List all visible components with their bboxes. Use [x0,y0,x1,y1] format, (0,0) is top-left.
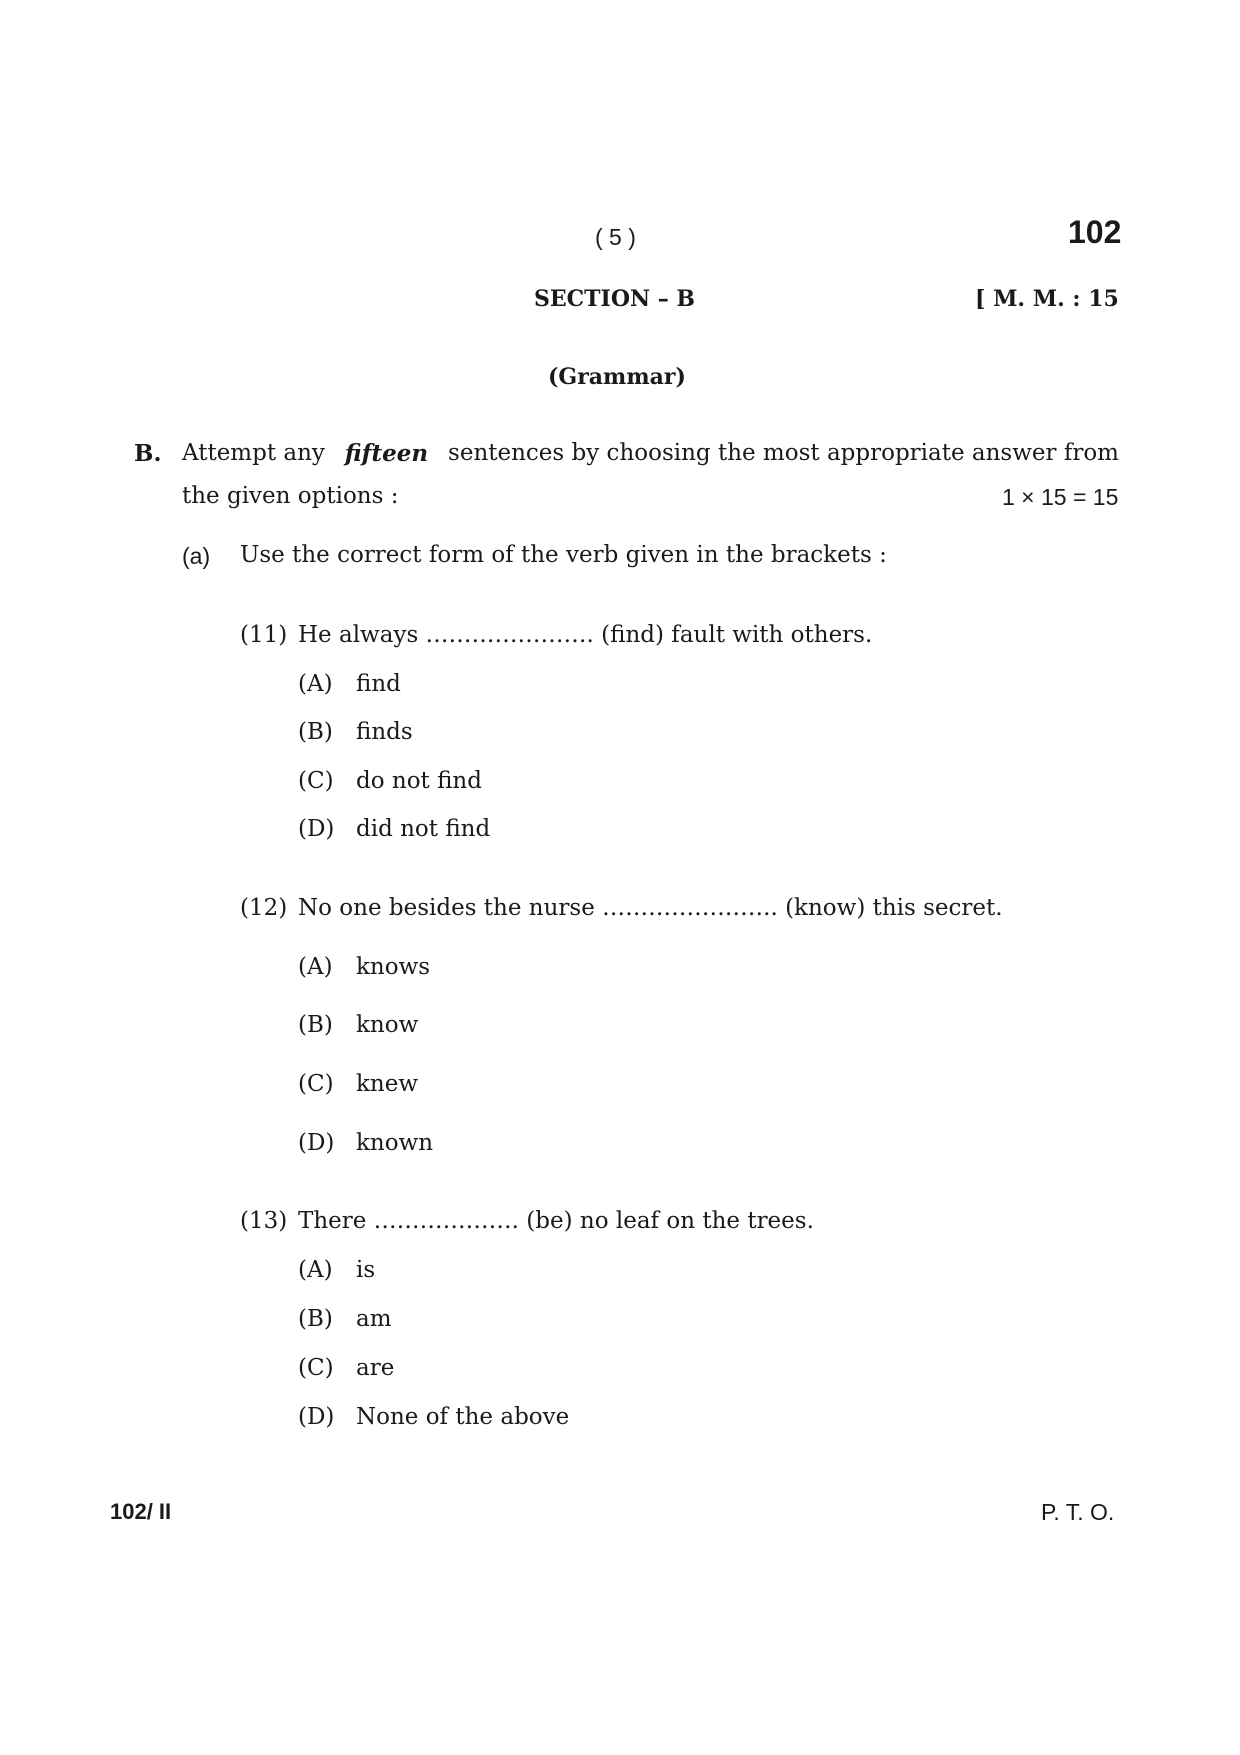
page-number: ( 5 ) [595,224,636,250]
instruction-text-before: Attempt any [182,440,325,466]
option-label: (C) [298,1355,334,1381]
option-label: (C) [298,1071,334,1097]
footer-pto: P. T. O. [1041,1499,1115,1525]
option-label: (D) [298,1404,335,1430]
option-label: (D) [298,816,335,842]
option-text: am [356,1306,392,1332]
q13-option-b [298,1306,392,1332]
instruction-emphasis: fifteen [344,440,429,467]
q12-option-b [298,1012,418,1038]
q12-option-c [298,1071,418,1097]
section-title: SECTION – B [534,286,696,312]
footer-code: 102/ II [110,1499,172,1524]
part-a-label: (a) [182,543,211,569]
option-label: (C) [298,768,334,794]
option-text: do not find [356,768,482,794]
option-label: (B) [298,1306,333,1332]
part-a-text: Use the correct form of the verb given in the brackets : [240,542,887,568]
option-text: is [356,1257,376,1283]
question-text: He always …………………. (find) fault with others. [298,622,873,648]
max-marks: [ M. M. : 15 [975,286,1119,312]
option-label: (A) [298,671,333,697]
instruction-label: B. [134,440,162,467]
q13-option-d [298,1404,569,1430]
q11-option-c [298,768,482,794]
option-text: did not find [356,816,491,842]
instruction-text-after: sentences by choosing the most appropriate answer from [448,440,1119,466]
question-number: (11) [240,622,288,648]
q13-option-c [298,1355,394,1381]
q12-option-a [298,954,430,980]
section-subtitle: (Grammar) [548,364,686,390]
option-text: knows [356,954,431,980]
option-label: (A) [298,1257,333,1283]
paper-code: 102 [1068,214,1122,250]
option-text: knew [356,1071,419,1097]
option-text: known [356,1130,434,1156]
option-text: finds [356,719,413,745]
option-text: find [356,671,401,697]
q13-option-a [298,1257,375,1283]
option-label: (A) [298,954,333,980]
question-12 [240,895,1003,921]
question-13 [240,1208,814,1234]
question-11 [240,622,872,648]
option-text: know [356,1012,419,1038]
q11-option-a [298,671,401,697]
q11-option-b [298,719,413,745]
option-text: are [356,1355,395,1381]
option-label: (D) [298,1130,335,1156]
question-number: (13) [240,1208,288,1234]
instruction-line-1 [182,440,1119,467]
instruction-line-2: the given options : [182,483,399,509]
question-number: (12) [240,895,288,921]
question-text: There ………………. (be) no leaf on the trees. [298,1208,814,1234]
q11-option-d [298,816,490,842]
option-label: (B) [298,1012,333,1038]
option-text: None of the above [356,1404,570,1430]
instruction-marks: 1 × 15 = 15 [1002,484,1119,510]
question-text: No one besides the nurse ………………….. (know) this secret. [298,895,1003,921]
q12-option-d [298,1130,433,1156]
option-label: (B) [298,719,333,745]
